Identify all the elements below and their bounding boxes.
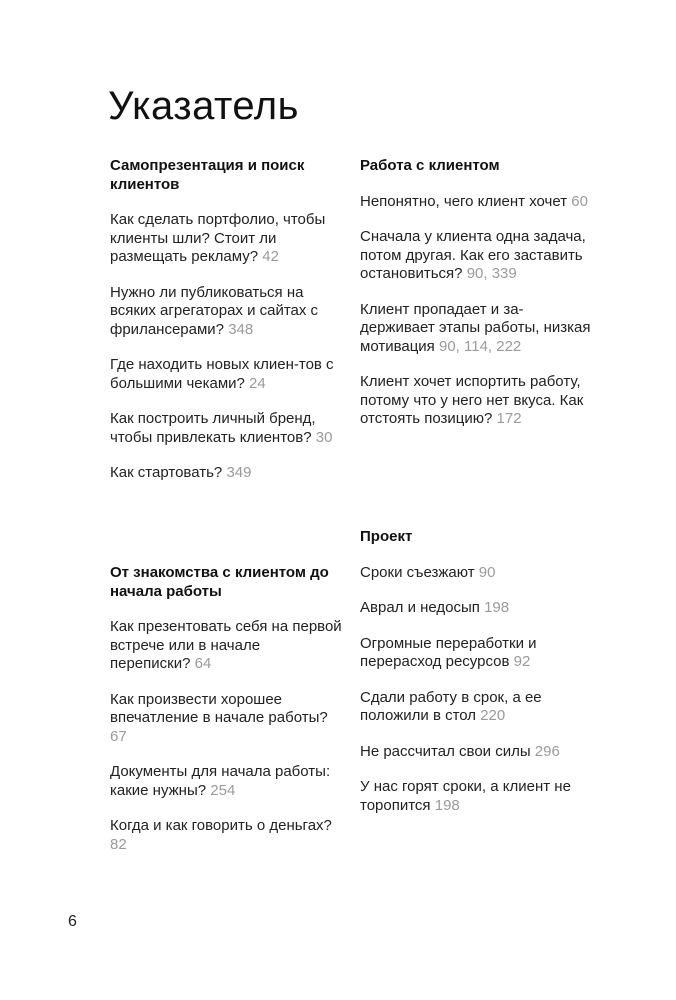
- index-entry: [110, 284, 342, 340]
- entry-pages: 67: [110, 727, 127, 745]
- entry-text: Нужно ли публиковаться на всяких агрегаторах и сайтах с фрилансерами?: [110, 283, 319, 338]
- index-entry: [360, 635, 592, 672]
- entry-pages: 220: [480, 707, 506, 724]
- index-entry: [360, 193, 592, 212]
- entry-pages: 42: [262, 248, 279, 265]
- index-entry: [360, 564, 592, 583]
- index-entry: [360, 301, 592, 357]
- entry-pages: 198: [434, 796, 460, 814]
- entry-pages: 172: [496, 410, 522, 427]
- entry-pages: 64: [194, 655, 212, 672]
- entry-pages: 254: [210, 781, 236, 799]
- entry-text: Клиент пропадает и за-держивает этапы работы, низкая мотивация: [360, 300, 591, 355]
- index-entry: [360, 778, 592, 815]
- entry-text: У нас горят сроки, а клиент не торопится: [360, 778, 571, 814]
- entry-pages: 30: [315, 428, 333, 446]
- entry-text: Сначала у клиента одна задача, потом другая. Как его заставить остановиться?: [360, 228, 586, 282]
- index-entry: [110, 691, 342, 747]
- section-heading: От знакомства с клиентом до начала работы: [110, 564, 329, 600]
- index-entry: [110, 410, 342, 447]
- entry-text: Где находить новых клиен-тов с большими чеками?: [110, 356, 334, 392]
- index-entry: [360, 228, 592, 284]
- entry-pages: 348: [228, 320, 254, 338]
- index-entry: [110, 211, 342, 267]
- index-entry: [110, 618, 342, 674]
- entry-pages: 60: [571, 192, 588, 210]
- index-section-project: [360, 528, 592, 832]
- entry-text: Как стартовать?: [110, 464, 223, 481]
- index-entry: [110, 817, 342, 854]
- entry-text: Как произвести хорошее впечатление в начале работы?: [110, 690, 328, 726]
- index-entry: [110, 356, 342, 393]
- entry-text: Аврал и недосып: [360, 599, 480, 616]
- index-section-client-work: [360, 157, 592, 446]
- page-title: Указатель: [108, 84, 299, 128]
- entry-text: Как презентовать себя на первой встрече или в начале переписки?: [110, 618, 342, 672]
- entry-pages: 92: [513, 653, 531, 670]
- entry-text: Документы для начала работы: какие нужны?: [110, 763, 331, 799]
- index-entry: [110, 464, 342, 483]
- entry-pages: 349: [226, 464, 252, 481]
- section-heading: Проект: [360, 528, 413, 545]
- entry-text: Огромные переработки и перерасход ресурсов: [360, 634, 537, 670]
- entry-text: Как построить личный бренд, чтобы привлекать клиентов?: [110, 410, 316, 446]
- entry-pages: 24: [249, 374, 266, 392]
- page-number: 6: [68, 913, 77, 930]
- entry-pages: 90: [478, 563, 496, 581]
- index-entry: [360, 599, 592, 618]
- entry-pages: 296: [534, 742, 560, 760]
- entry-text: Сдали работу в срок, а ее положили в стол: [360, 688, 542, 724]
- entry-pages: 90, 339: [466, 265, 517, 282]
- entry-text: Клиент хочет испортить работу, потому что у него нет вкуса. Как отстоять позицию?: [360, 373, 584, 427]
- entry-pages: 198: [484, 599, 510, 616]
- entry-text: Сроки съезжают: [360, 563, 475, 581]
- entry-text: Не рассчитал свои силы: [360, 742, 531, 760]
- section-heading: Самопрезентация и поиск клиентов: [110, 157, 305, 193]
- entry-text: Когда и как говорить о деньгах?: [110, 817, 332, 834]
- index-section-self-presentation: [110, 157, 342, 500]
- section-heading: Работа с клиентом: [360, 157, 500, 174]
- entry-pages: 90, 114, 222: [438, 337, 522, 355]
- index-entry: [360, 743, 592, 762]
- entry-text: Непонятно, чего клиент хочет: [360, 192, 568, 210]
- index-entry: [360, 689, 592, 726]
- index-entry: [360, 373, 592, 429]
- index-entry: [110, 763, 342, 800]
- entry-pages: 82: [110, 835, 127, 853]
- entry-text: Как сделать портфолио, чтобы клиенты шли? Стоит ли размещать рекламу?: [110, 211, 326, 265]
- index-section-first-contact: [110, 564, 342, 871]
